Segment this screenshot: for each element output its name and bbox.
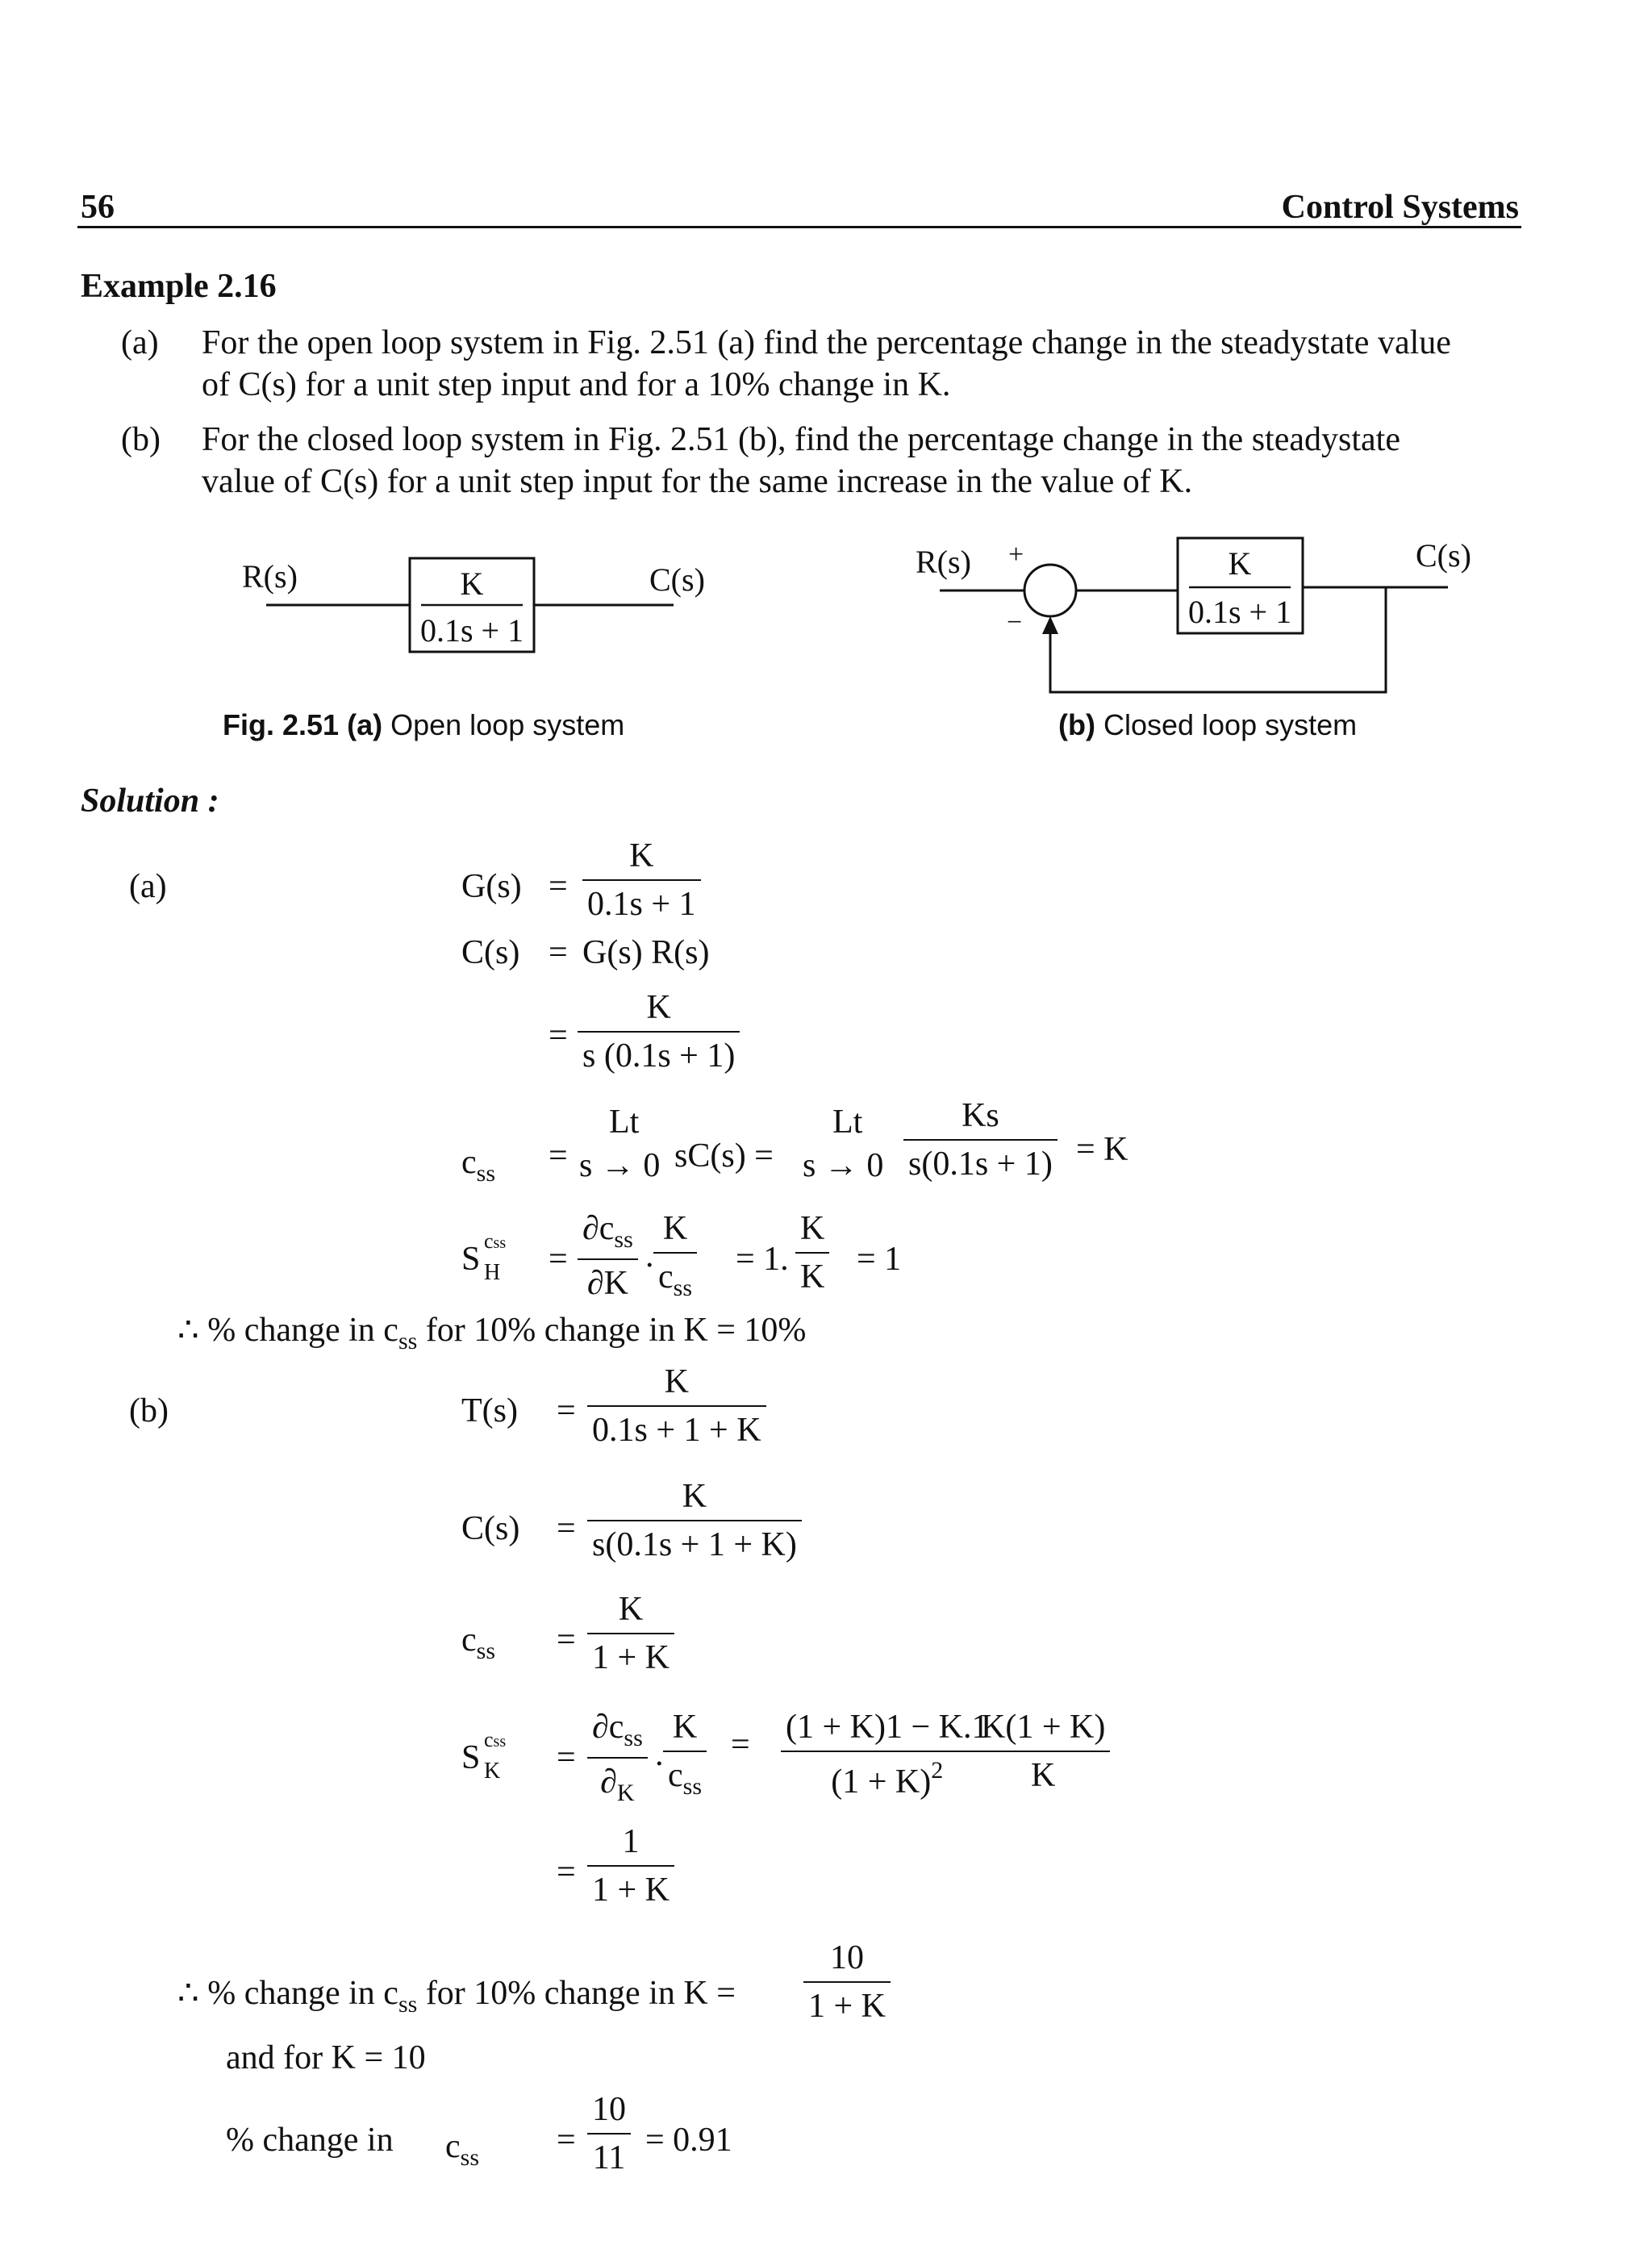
therefore-b: ∴ % change in $c_{ss}$ for 10% change in K = — [177, 1975, 736, 2018]
running-title: Control Systems — [1281, 189, 1519, 226]
eq-css-den: s(0.1s + 1) — [908, 1146, 1053, 1183]
fig-b-input-label: R(s) — [916, 544, 971, 580]
eq-Cs3-fraction: K s(0.1s + 1 + K) — [587, 1479, 802, 1562]
fig-a-tf-num: K — [460, 565, 484, 602]
eq-css-lim2: s → 0 — [803, 1147, 884, 1184]
fig-b-minus-sign: − — [1007, 607, 1023, 637]
eq-sens-b-lhs: S — [461, 1739, 481, 1776]
eq-css-lt1: Lt — [609, 1104, 640, 1141]
eq-Ts-fraction: K 0.1s + 1 + K — [587, 1365, 766, 1447]
fig-b-summing-junction — [1024, 565, 1076, 616]
eq-Cs-rhs: G(s) R(s) — [582, 934, 710, 971]
solution-heading: Solution : — [81, 782, 219, 820]
fig-b-tf-num: K — [1228, 545, 1252, 582]
header-rule — [77, 226, 1521, 228]
final-result: = 0.91 — [645, 2122, 732, 2159]
fig-a-tf-den: 0.1s + 1 — [419, 612, 524, 649]
item-b-line2: value of C(s) for a unit step input for the same increase in the value of K. — [202, 463, 1193, 500]
part-b-label: (b) — [129, 1392, 169, 1429]
final-equals: = — [557, 2122, 576, 2159]
eq-sens-a-sup: css — [484, 1229, 507, 1253]
eq-Cs2-fraction — [578, 991, 740, 1073]
caption-a — [223, 708, 624, 742]
eq-Ts-equals: = — [557, 1392, 576, 1429]
eq-Gs-lhs: G(s) — [461, 868, 522, 905]
eq-Gs-fraction — [582, 839, 701, 921]
eq-sens-a-result: = 1 — [857, 1241, 902, 1278]
example-title: Example 2.16 — [81, 268, 277, 305]
caption-b-tag: (b) — [1058, 708, 1095, 741]
item-a-line2: of C(s) for a unit step input and for a 10% change in K. — [202, 366, 951, 403]
eq-css-sCs: sC(s) = — [674, 1137, 774, 1175]
eq-sens-b-dot: . — [655, 1736, 664, 1773]
final-pct-label: % change in — [226, 2122, 394, 2159]
eq-css-num: Ks — [962, 1097, 999, 1134]
fig-a-output-label: C(s) — [649, 561, 705, 598]
eq-css-lhs: $c_{ss}$ — [461, 1144, 496, 1187]
final-css: $c_{ss}$ — [445, 2128, 480, 2171]
caption-b-text: Closed loop system — [1095, 708, 1358, 741]
caption-a-text: Open loop system — [382, 708, 625, 741]
page-number: 56 — [81, 189, 115, 226]
eq-sens-b-equals: = — [557, 1739, 576, 1776]
eq-sens-a-frac2: K $c_{ss}$ — [653, 1212, 697, 1300]
caption-b — [1058, 708, 1357, 742]
eq-css-fraction — [903, 1099, 1058, 1181]
fig-a-input-label: R(s) — [242, 558, 298, 595]
eq-sens-b-sub: K — [484, 1759, 501, 1784]
eq-Ts-lhs: T(s) — [461, 1392, 518, 1429]
part-a-label: (a) — [129, 868, 167, 905]
eq-sens-b-frac1: $\partial c_{ss}$ $\partial_K$ — [587, 1710, 648, 1805]
item-b-label: (b) — [121, 421, 161, 458]
item-b-line1: For the closed loop system in Fig. 2.51 (b), find the percentage change in the steadystate — [202, 421, 1400, 458]
eq-css-equals: = — [549, 1137, 568, 1175]
eq-Gs-equals: = — [549, 868, 568, 905]
eq-sens-a-dot: . — [645, 1237, 654, 1275]
eq-sens-a-sub: H — [484, 1260, 501, 1285]
eq-sens-b-sup: css — [484, 1728, 507, 1751]
therefore-a: ∴ % change in $c_{ss}$ for 10% change in K = 10% — [177, 1312, 807, 1354]
and-for-K: and for K = 10 — [226, 2039, 426, 2076]
eq-sens-b-frac2: K $c_{ss}$ — [663, 1710, 707, 1799]
eq-sens-a-eq1: = 1. — [736, 1241, 789, 1278]
eq-Gs-den: 0.1s + 1 — [587, 886, 696, 923]
eq-Cs2-equals: = — [549, 1017, 568, 1054]
eq-sens-a-frac3: K K — [795, 1212, 829, 1294]
caption-a-tag: (a) — [347, 708, 383, 741]
eq-Gs-num: K — [629, 837, 654, 874]
eq-Cs3-equals: = — [557, 1510, 576, 1547]
eq-Cs2-num: K — [646, 989, 671, 1026]
eq-sens-a-lhs: S — [461, 1241, 481, 1278]
eq-css-b-fraction: K 1 + K — [587, 1592, 674, 1675]
caption-a-fig: Fig. 2.51 — [223, 708, 340, 741]
fig-b-feedback-arrow — [1042, 616, 1058, 634]
eq-Cs3-lhs: C(s) — [461, 1510, 520, 1547]
item-a-label: (a) — [121, 324, 159, 361]
item-a-line1: For the open loop system in Fig. 2.51 (a) find the percentage change in the steadystate value — [202, 324, 1451, 361]
fig-b-tf-den: 0.1s + 1 — [1187, 594, 1292, 630]
final-fraction: 10 11 — [587, 2093, 631, 2175]
eq-sens-b-frac4: K(1 + K) K — [976, 1710, 1110, 1792]
eq-Cs2-den: s (0.1s + 1) — [582, 1037, 736, 1075]
eq-css-lt2: Lt — [832, 1104, 863, 1141]
therefore-b-fraction: 10 1 + K — [803, 1941, 891, 2023]
eq-sens-b-frac3: (1 + K)1 − K.1 $(1 + K)^2$ — [781, 1710, 994, 1799]
fig-b-output-label: C(s) — [1416, 537, 1471, 574]
eq-css-b-equals: = — [557, 1621, 576, 1659]
eq-css-b-lhs: $c_{ss}$ — [461, 1621, 496, 1664]
eq-css-lim1: s → 0 — [579, 1147, 661, 1184]
eq-css-result: = K — [1076, 1131, 1128, 1168]
eq-sens-b2-fraction: 1 1 + K — [587, 1825, 674, 1907]
eq-Cs-equals: = — [549, 934, 568, 971]
eq-sens-b-eq2: = — [731, 1726, 750, 1763]
eq-sens-a-frac1: $\partial c_{ss}$ ∂K — [578, 1212, 638, 1300]
eq-Cs-lhs: C(s) — [461, 934, 520, 971]
eq-sens-a-equals: = — [549, 1241, 568, 1278]
fig-b-plus-sign: + — [1008, 540, 1024, 570]
eq-sens-b2-equals: = — [557, 1854, 576, 1891]
